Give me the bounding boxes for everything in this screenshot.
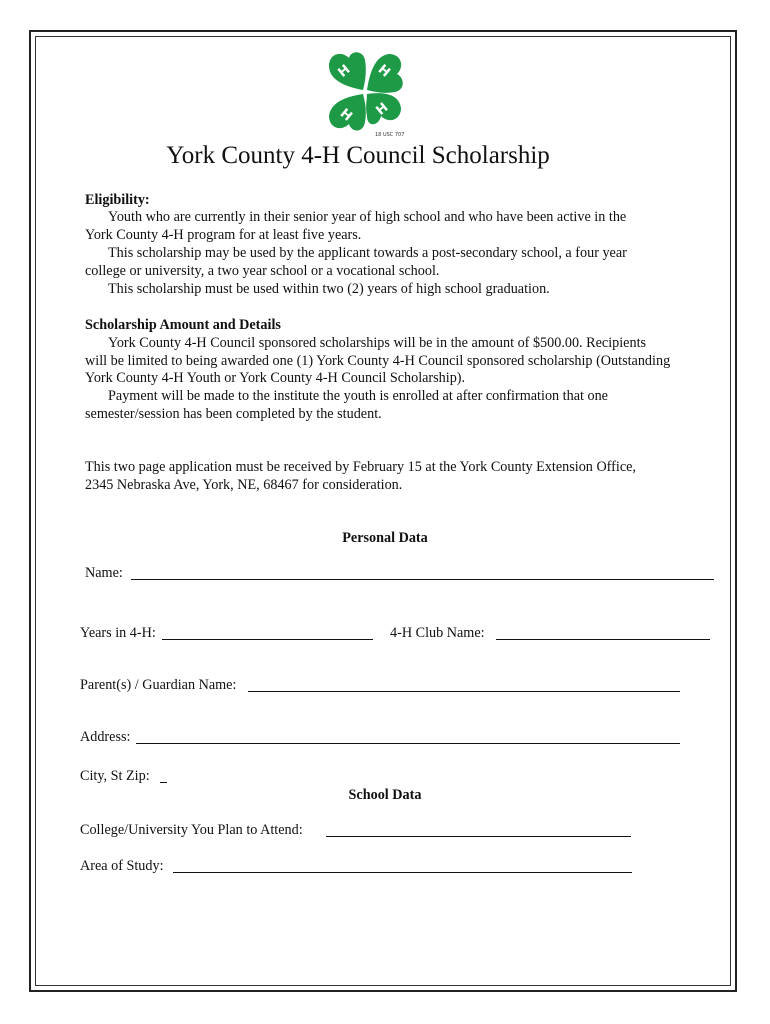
personal-data-heading: Personal Data xyxy=(342,530,428,546)
area-of-study-field[interactable] xyxy=(173,872,632,873)
parent-name-field[interactable] xyxy=(248,691,680,692)
city-label: City, St Zip: xyxy=(80,768,150,784)
logo-letter: H xyxy=(336,106,355,125)
logo-letter: H xyxy=(373,100,392,119)
logo-letter: H xyxy=(374,62,393,81)
amount-text: will be limited to being awarded one (1) York County 4-H Council sponsored scholarship (Outstanding xyxy=(85,353,671,369)
years-field[interactable] xyxy=(162,639,373,640)
logo-letter: H xyxy=(335,62,354,81)
club-label: 4-H Club Name: xyxy=(390,625,485,641)
parent-label: Parent(s) / Guardian Name: xyxy=(80,677,237,693)
amount-text: Payment will be made to the institute the youth is enrolled at after confirmation that one xyxy=(108,388,608,404)
clover-logo-icon xyxy=(321,48,409,140)
page-title: York County 4-H Council Scholarship xyxy=(166,142,550,169)
amount-text: York County 4-H Council sponsored scholarships will be in the amount of $500.00. Recipients xyxy=(108,335,647,351)
eligibility-text: Youth who are currently in their senior year of high school and who have been active in the xyxy=(108,209,627,225)
logo-caption: 18 USC 707 xyxy=(375,132,405,138)
eligibility-text: York County 4-H program for at least five years. xyxy=(85,227,362,243)
amount-text: York County 4-H Youth or York County 4-H Council Scholarship). xyxy=(85,370,466,386)
deadline-text: This two page application must be received by February 15 at the York County Extension Office, xyxy=(85,459,636,475)
eligibility-heading: Eligibility: xyxy=(85,192,150,208)
page-border-inner xyxy=(35,36,731,986)
name-label: Name: xyxy=(85,565,123,581)
amount-heading: Scholarship Amount and Details xyxy=(85,317,281,333)
club-name-field[interactable] xyxy=(496,639,710,640)
eligibility-text: This scholarship may be used by the applicant towards a post-secondary school, a four year xyxy=(108,245,627,261)
eligibility-text: This scholarship must be used within two (2) years of high school graduation. xyxy=(108,281,550,297)
deadline-text: 2345 Nebraska Ave, York, NE, 68467 for consideration. xyxy=(85,477,403,493)
school-data-heading: School Data xyxy=(348,787,422,803)
college-label: College/University You Plan to Attend: xyxy=(80,822,303,838)
amount-text: semester/session has been completed by the student. xyxy=(85,406,382,422)
address-field[interactable] xyxy=(136,743,680,744)
name-field[interactable] xyxy=(131,579,714,580)
study-label: Area of Study: xyxy=(80,858,164,874)
address-label: Address: xyxy=(80,729,131,745)
years-label: Years in 4-H: xyxy=(80,625,156,641)
college-field[interactable] xyxy=(326,836,631,837)
city-field[interactable] xyxy=(160,782,167,783)
eligibility-text: college or university, a two year school or a vocational school. xyxy=(85,263,440,279)
